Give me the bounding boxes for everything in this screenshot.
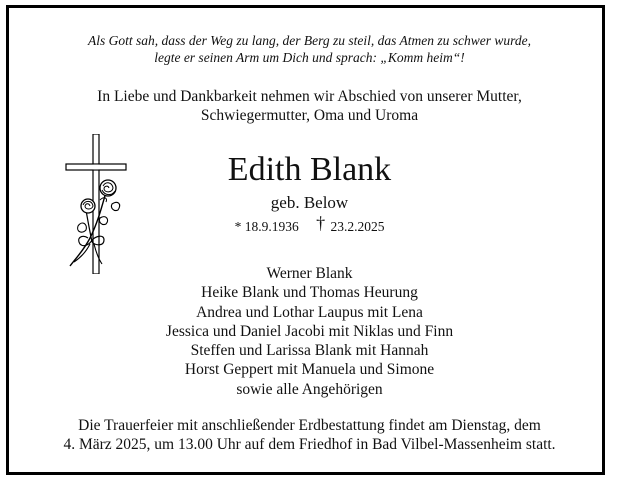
mourner-line: sowie alle Angehörigen [236,380,383,398]
mourner-line: Andrea und Lothar Laupus mit Lena [196,303,423,321]
death-date: 23.2.2025 [330,219,385,234]
mourner-line: Werner Blank [266,265,353,282]
mourners-list [0,264,619,399]
intro-line: Schwiegermutter, Oma und Uroma [200,107,419,124]
intro-text [0,87,619,125]
birth-date: * 18.9.1936 [234,219,299,234]
mourner-line: Horst Geppert mit Manuela und Simone [184,361,435,379]
verse [0,32,619,66]
life-dates [0,213,619,236]
intro-line: In Liebe und Dankbarkeit nehmen wir Abschied von unserer Mutter, [97,88,522,105]
mourner-line: Jessica und Daniel Jacobi mit Niklas und Finn [165,322,454,340]
verse-line: legte er seinen Arm um Dich und sprach: „Komm heim“! [154,50,465,65]
verse-line: Als Gott sah, dass der Weg zu lang, der Berg zu steil, das Atmen zu schwer wurde, [88,33,531,48]
birth-name: geb. Below [270,193,349,212]
mourner-line: Steffen und Larissa Blank mit Hannah [190,342,429,360]
notice-line: Die Trauerfeier mit anschließender Erdbestattung findet am Dienstag, dem [78,417,541,434]
death-cross-icon: † [316,213,326,233]
funeral-notice [0,416,619,454]
deceased-name: Edith Blank [227,151,392,188]
mourner-line: Heike Blank und Thomas Heurung [201,284,418,302]
notice-line: 4. März 2025, um 13.00 Uhr auf dem Friedhof in Bad Vilbel-Massenheim statt. [63,436,556,453]
